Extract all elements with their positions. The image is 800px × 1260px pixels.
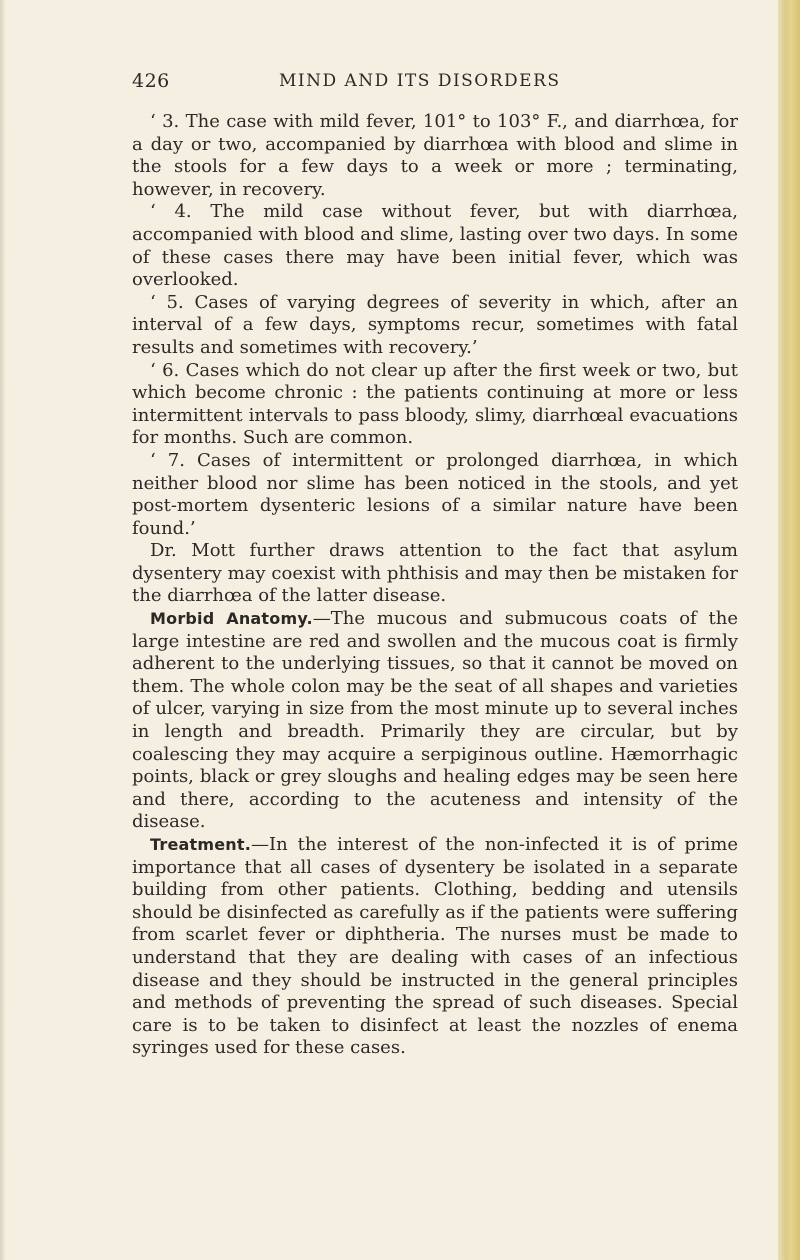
paragraph-text: —In the interest of the non-infected it is of prime importance that all cases of dysentery be isolated in a separate building from other patients. Clothing, bedding and utensils should be disinfected as carefully as if the patients were suffering from scarlet fever or diphtheria. The nurses must be made to understand that they are dealing with cases of an infectious disease and they should be instructed in the general principles and methods of preventing the spread of such diseases. Special care is to be taken to disinfect at least the nozzles of enema syringes used for these cases. <box>132 834 738 1059</box>
running-title: MIND AND ITS DISORDERS <box>279 71 561 91</box>
paragraph-case-7 <box>132 450 738 540</box>
paragraph-text: ‘ 7. Cases of intermittent or prolonged diarrhœa, in which neither blood nor slime has been noticed in the stools, and yet post-mortem dysenteric lesions of a similar nature have been found.’ <box>132 449 738 539</box>
paragraph-text: Dr. Mott further draws attention to the fact that asylum dysentery may coexist with phthisis and may then be mistaken for the diarrhœa of the latter disease. <box>132 540 738 607</box>
paragraph-text: —The mucous and submucous coats of the large intestine are red and swollen and the mucous coat is firmly adherent to the underlying tissues, so that it cannot be moved on them. The whole colon may be the seat of all shapes and varieties of ulcer, varying in size from the most minute up to several inches in length and breadth. Primarily they are circular, but by coalescing they may acquire a serpiginous outline. Hæmorrhagic points, black or grey sloughs and healing edges may be seen here and there, according to the acuteness and intensity of the disease. <box>132 608 738 833</box>
page-number: 426 <box>132 70 170 92</box>
running-header <box>132 70 732 94</box>
paragraph-case-5 <box>132 292 738 360</box>
binding-gutter <box>0 0 6 1260</box>
paragraph-case-3 <box>132 111 738 201</box>
paragraph-text: ‘ 5. Cases of varying degrees of severity in which, after an interval of a few days, symptoms recur, sometimes with fatal results and sometimes with recovery.’ <box>132 291 738 358</box>
paragraph-mott <box>132 540 738 608</box>
section-heading-morbid-anatomy: Morbid Anatomy. <box>150 609 313 629</box>
paragraph-text: ‘ 3. The case with mild fever, 101° to 103° F., and diarrhœa, for a day or two, accompanied by diarrhœa with blood and slime in the stools for a few days to a week or more ; terminating, however, in recovery. <box>132 111 738 200</box>
page-edge <box>778 0 800 1260</box>
paragraph-case-6 <box>132 360 738 450</box>
paragraph-text: ‘ 6. Cases which do not clear up after the first week or two, but which become chronic : the patients continuing at more or less intermittent intervals to pass bloody, slimy, diarrhœal evacuations for months. Such are common. <box>132 359 738 449</box>
paragraph-morbid-anatomy <box>132 608 738 834</box>
body-text <box>132 111 738 1060</box>
paragraph-text: ‘ 4. The mild case without fever, but with diarrhœa, accompanied with blood and slime, lasting over two days. In some of these cases there may have been initial fever, which was overlooked. <box>132 201 738 291</box>
section-heading-treatment: Treatment. <box>150 835 251 854</box>
paragraph-case-4 <box>132 201 738 291</box>
paragraph-treatment <box>132 834 738 1060</box>
